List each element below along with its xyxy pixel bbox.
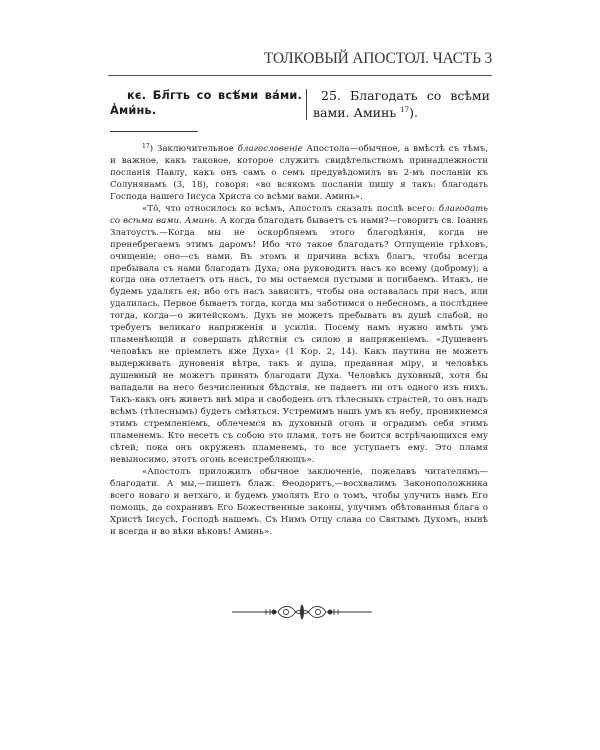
header-rule xyxy=(108,75,492,76)
slavonic-verse-text: Бл҃гть со всѣ́ми ва́ми. А҆ми́нь. xyxy=(110,89,302,117)
column-divider xyxy=(306,89,307,120)
slavonic-verse-number: кє. xyxy=(127,89,147,102)
slavonic-verse xyxy=(110,88,302,118)
italic-quote: благодать со всѣми вами. Аминь. xyxy=(110,203,488,226)
footnote-paragraph-2 xyxy=(110,204,488,467)
text-run: ) Заключительное xyxy=(149,144,238,154)
text-run: Апостола—обычное, а вмѣстѣ съ тѣмъ, и важное, какъ таковое, которое служитъ свидѣтельствомъ принадлежности посланія Павлу, какъ онъ самъ о семъ предувѣдомилъ въ 2-мъ посланіи къ Солунянамъ (3, 18), говоря: «во всякомъ посланіи пишу я такъ: благодать Господа нашего Іисуса Христа со всѣми вами. Аминь». xyxy=(110,144,488,202)
running-head: ТОЛКОВЫЙ АПОСТОЛ. ЧАСТЬ 3 xyxy=(263,50,492,67)
footnote-reference: 17 xyxy=(400,106,410,114)
footnote-paragraph-1 xyxy=(110,141,488,204)
text-run: «Тô, что относилось ко всѣмъ, Апостолъ сказалъ послѣ всего: xyxy=(142,203,439,214)
commentary xyxy=(110,141,488,538)
russian-verse xyxy=(313,88,490,120)
russian-verse-number: 25. xyxy=(321,88,341,103)
italic-term: благословеніе xyxy=(237,144,303,154)
russian-verse-text: Благодать со всѣми вами. Аминь xyxy=(313,88,490,120)
footnote-marker: 17 xyxy=(142,143,150,150)
footnote-paragraph-3: «Апостолъ приложилъ обычное заключеніе, пожелавъ читателямъ—благодати. А мы,—пишетъ блаж. Θеодоритъ,—восхвалимъ Законоположника всего новаго и ветхаго, и будемъ умолять Его о томъ, чтобы улучить намъ Его помощь, да сохранивъ Его Божественные законы, улучимъ обѣтованныя блага о Христѣ Іисусѣ, Господѣ нашемъ. Съ Нимъ Отцу слава со Святымъ Духомъ, нынѣ и всегда и во вѣки вѣковъ! Аминь». xyxy=(110,466,488,537)
verse-closing: ). xyxy=(409,105,418,120)
ornament-tailpiece-icon xyxy=(232,602,372,622)
footnote-rule xyxy=(110,131,198,132)
text-run: А когда благодать бываетъ съ нами?—говоритъ св. Іоаннъ Златоустъ.—Когда мы не оскорбляемъ этого благодѣянія, когда не пренебрегаемъ этимъ даромъ! Ибо что такое благодать? Отпущеніе грѣховъ, очищеніе; оно—съ нами. Въ этомъ и причина всѣхъ благъ, чтобы всегда пребывала съ нами благодать Духа; она руководитъ насъ ко всему (доброму); а когда она отлетаетъ отъ насъ, то мы остаемся пустыми и погибаемъ. Итакъ, не будемъ удалять ея; ибо отъ насъ зависитъ, чтобы она оставалась при насъ, или удалилась. Первое бываетъ тогда, когда мы заботимся о небесномъ, а послѣднее тогда, когда—о житейскомъ. Духъ не можетъ пребывать въ душѣ слабой, но требуетъ великаго напряженія и усилія. Посему намъ нужно имѣть умъ пламенѣющій и совершать дѣйствія съ силою и напряженіемъ. «Душевенъ человѣкъ не пріемлетъ яже Духа» (1 Кор. 2, 14). Какъ паутина не можетъ выдерживать дуновенія вѣтра, такъ и душа, преданная міру, и человѣкъ душевный не можетъ принять благодати Духа. Человѣкъ духовный, хотя бы нападали на него безчисленныя бѣдствія, не падаетъ ни отъ одного изъ нихъ. Такъ-какъ онъ живетъ внѣ міра и свободенъ отъ тѣлесныхъ страстей, то онъ надъ всѣмъ (тѣлеснымъ) будетъ смѣяться. Устремимъ нашъ умъ къ небу, проникнемся этимъ стремленіемъ, облечемся въ духовный огонь и оградимъ себя этимъ пламенемъ. Кто несетъ съ собою это пламя, тотъ не боится встрѣчающихся ему сѣтей; пока онъ окруженъ пламенемъ, то все уступаетъ ему. Это пламя невыносимо, этотъ огонь всеистребляющъ». xyxy=(110,215,488,465)
parallel-verse xyxy=(110,88,490,122)
